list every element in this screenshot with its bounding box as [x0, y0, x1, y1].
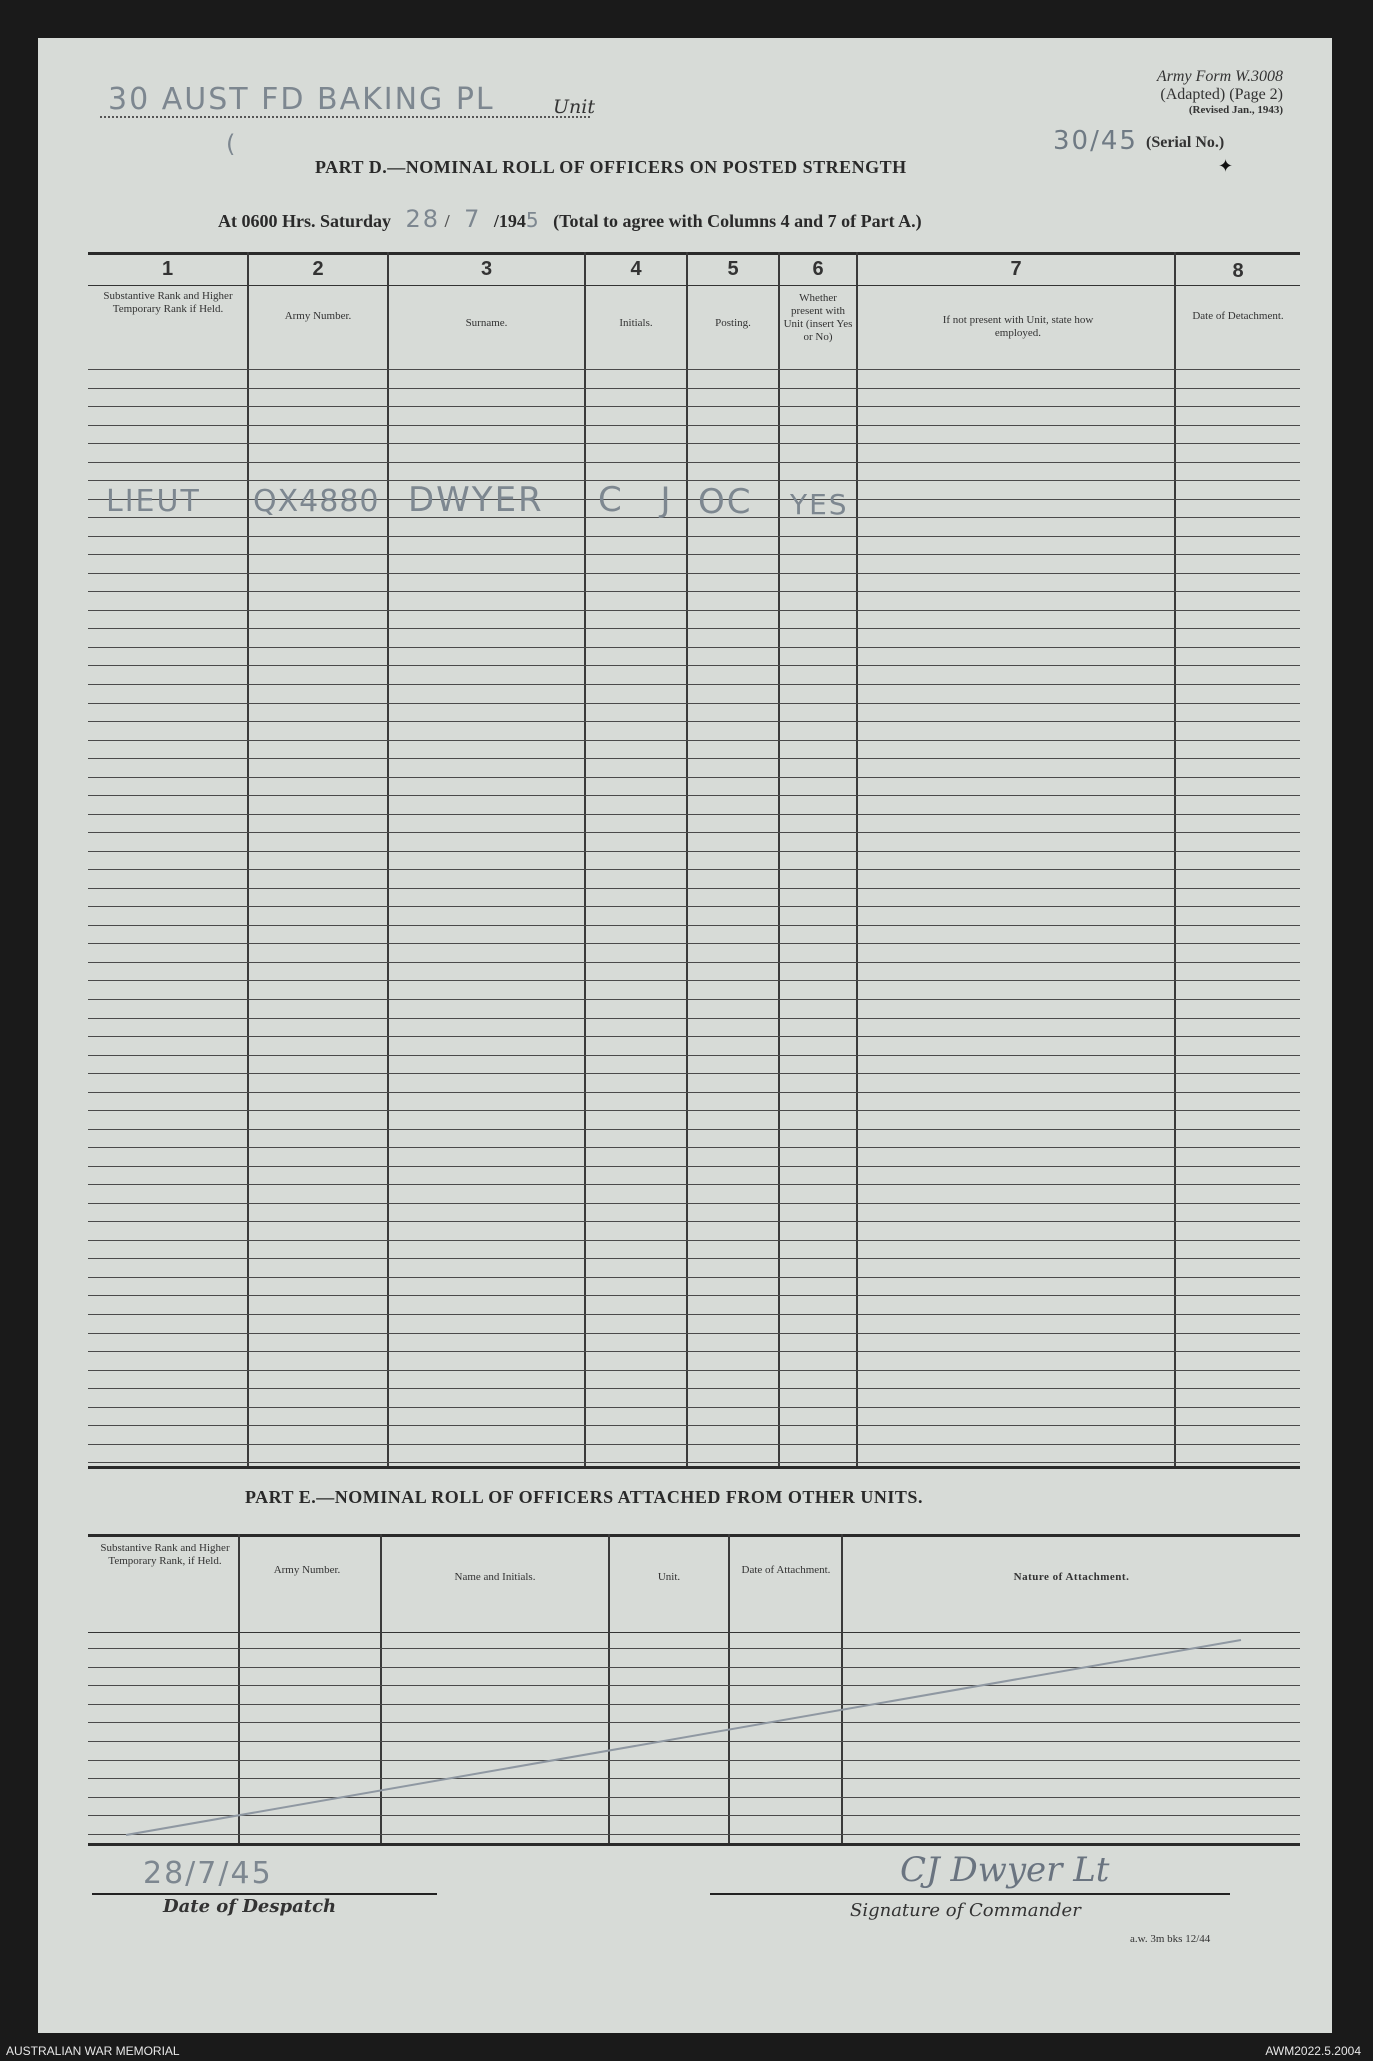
entry-posting: OC — [698, 482, 753, 522]
print-code: a.w. 3m bks 12/44 — [1130, 1933, 1211, 1945]
col-header-present: Whether present with Unit (insert Yes or No) — [783, 292, 853, 343]
col-number: 2 — [312, 258, 324, 280]
col-number: 1 — [161, 258, 174, 280]
entry-present: YES — [790, 488, 849, 521]
subtitle-prefix: At 0600 Hrs. Saturday — [218, 211, 392, 231]
col-number: 8 — [1232, 260, 1244, 282]
col-header-employment: If not present with Unit, state how employed. — [942, 314, 1094, 339]
col-number: 3 — [480, 258, 493, 280]
e-header-name: Name and Initials. — [454, 1571, 536, 1583]
form-page — [38, 38, 1332, 2033]
entry-rank: LIEUT — [106, 484, 201, 519]
entry-surname: DWYER — [408, 480, 544, 520]
date-sep: / — [444, 211, 450, 231]
archive-left: AUSTRALIAN WAR MEMORIAL — [6, 2044, 180, 2058]
despatch-label: Date of Despatch — [163, 1896, 337, 1917]
e-header-rank: Substantive Rank and Higher Temporary Rank, if Held. — [100, 1542, 230, 1567]
year-handwritten: 5 — [525, 208, 541, 232]
col-header-detachment: Date of Detachment. — [1192, 310, 1284, 322]
col-number: 5 — [727, 258, 739, 280]
col-number: 6 — [812, 258, 824, 280]
e-header-nature: Nature of Attachment. — [1013, 1571, 1130, 1583]
pin-mark: ✦ — [1218, 156, 1234, 176]
entry-initials: C J — [598, 480, 685, 520]
unit-handwritten: 30 AUST FD BAKING PL — [108, 82, 495, 117]
strike-through-line — [38, 38, 1332, 2033]
signature-label: Signature of Commander — [850, 1900, 1081, 1921]
commander-signature: CJ Dwyer Lt — [900, 1850, 1110, 1890]
signature-line — [710, 1893, 1230, 1895]
e-header-unit: Unit. — [657, 1571, 681, 1583]
col-number: 4 — [630, 258, 642, 280]
archive-strip — [0, 2042, 1373, 2061]
subtitle-suffix: (Total to agree with Columns 4 and 7 of Part A.) — [553, 211, 922, 231]
unit-label: Unit — [553, 96, 595, 118]
part-e-title: PART E.—NOMINAL ROLL OF OFFICERS ATTACHED FROM OTHER UNITS. — [245, 1487, 923, 1507]
serial-label: (Serial No.) — [1146, 134, 1225, 151]
e-header-date-attachment: Date of Attachment. — [741, 1564, 831, 1576]
col-number: 7 — [1010, 258, 1022, 280]
archive-right: AWM2022.5.2004 — [1265, 2044, 1361, 2058]
serial-handwritten: 30/45 — [1053, 126, 1138, 156]
col-header-initials: Initials. — [619, 317, 653, 329]
date-day: 28 — [405, 205, 441, 233]
part-d-title: PART D.—NOMINAL ROLL OF OFFICERS ON POSTED STRENGTH — [315, 157, 907, 177]
col-header-posting: Posting. — [715, 317, 751, 329]
form-line-1: Army Form W.3008 — [1156, 68, 1283, 85]
form-line-2: (Adapted) (Page 2) — [1160, 86, 1283, 103]
col-header-surname: Surname. — [465, 317, 508, 329]
despatch-line — [92, 1893, 437, 1895]
date-month: 7 — [464, 205, 482, 233]
pencil-mark: ( — [226, 130, 238, 158]
col-header-rank: Substantive Rank and Higher Temporary Rank if Held. — [103, 290, 233, 315]
col-header-army-number: Army Number. — [284, 310, 352, 322]
entry-army-number: QX4880 — [253, 484, 380, 519]
e-header-army-number: Army Number. — [273, 1564, 341, 1576]
form-line-3: (Revised Jan., 1943) — [1188, 104, 1283, 116]
year-prefix: /194 — [493, 211, 526, 231]
despatch-date-handwritten: 28/7/45 — [143, 1856, 273, 1891]
